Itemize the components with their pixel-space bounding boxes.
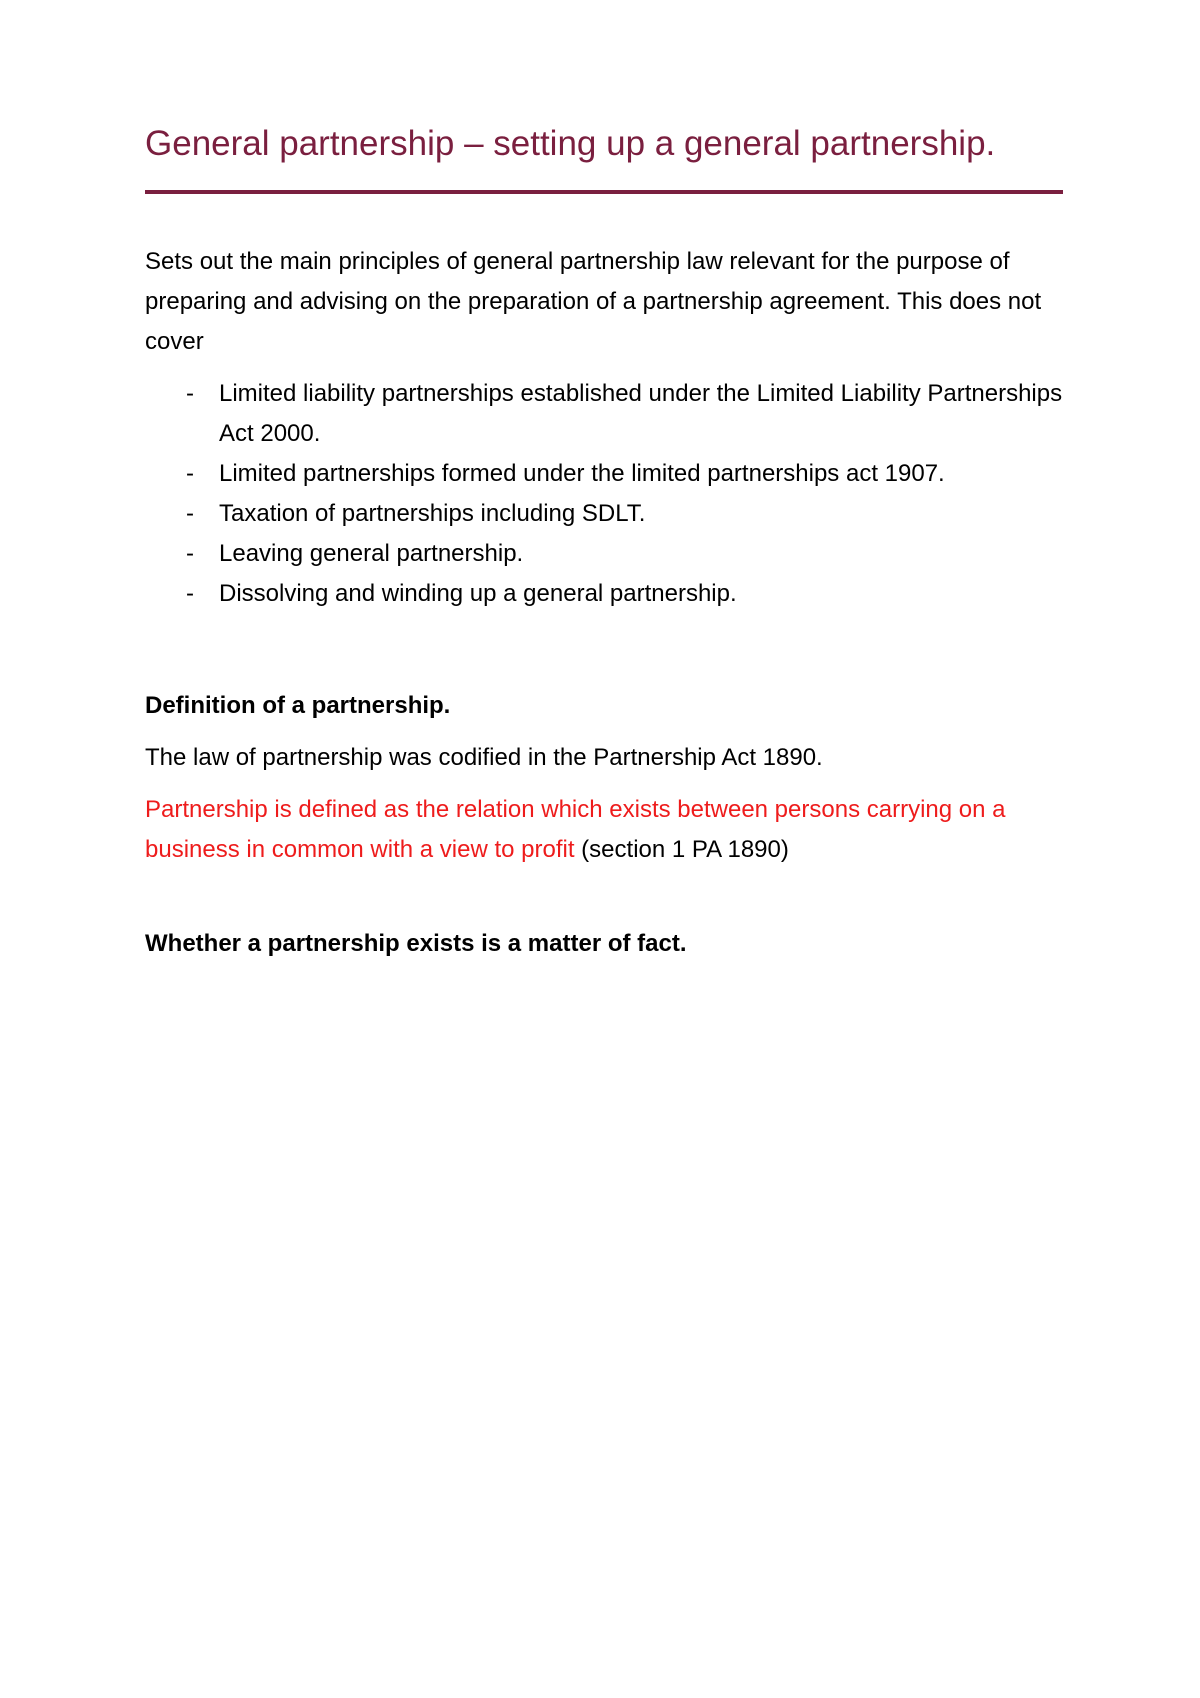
list-item-text: Dissolving and winding up a general partnership. (219, 580, 737, 607)
dash-bullet: - (186, 580, 194, 607)
definition-highlight-text: Partnership is defined as the relation which exists between persons carrying on a business in common with a view to profit (145, 796, 1006, 863)
document-content (145, 118, 1065, 964)
list-item-text: Leaving general partnership. (219, 540, 524, 567)
dash-bullet: - (186, 380, 194, 407)
list-item (145, 494, 1065, 534)
definition-paragraph (145, 790, 1045, 870)
list-item (145, 374, 1065, 454)
list-item (145, 574, 1065, 614)
dash-bullet: - (186, 540, 194, 567)
intro-paragraph: Sets out the main principles of general partnership law relevant for the purpose of preparing and advising on the preparation of a partnership agreement. This does not cover (145, 248, 1042, 355)
list-item-text: Limited liability partnerships established under the Limited Liability Partnerships Act 2000. (219, 380, 1063, 447)
exclusions-list (145, 374, 1065, 614)
definition-citation: (section 1 PA 1890) (574, 836, 789, 863)
codified-paragraph: The law of partnership was codified in the Partnership Act 1890. (145, 744, 823, 771)
list-item (145, 454, 1065, 494)
list-item-text: Limited partnerships formed under the limited partnerships act 1907. (219, 460, 945, 487)
dash-bullet: - (186, 460, 194, 487)
title-underline-rule (145, 190, 1063, 194)
list-item (145, 534, 1065, 574)
definition-heading: Definition of a partnership. (145, 692, 451, 719)
fact-statement-heading: Whether a partnership exists is a matter of fact. (145, 930, 687, 957)
list-item-text: Taxation of partnerships including SDLT. (219, 500, 646, 527)
document-title: General partnership – setting up a general partnership. (145, 124, 996, 163)
dash-bullet: - (186, 500, 194, 527)
